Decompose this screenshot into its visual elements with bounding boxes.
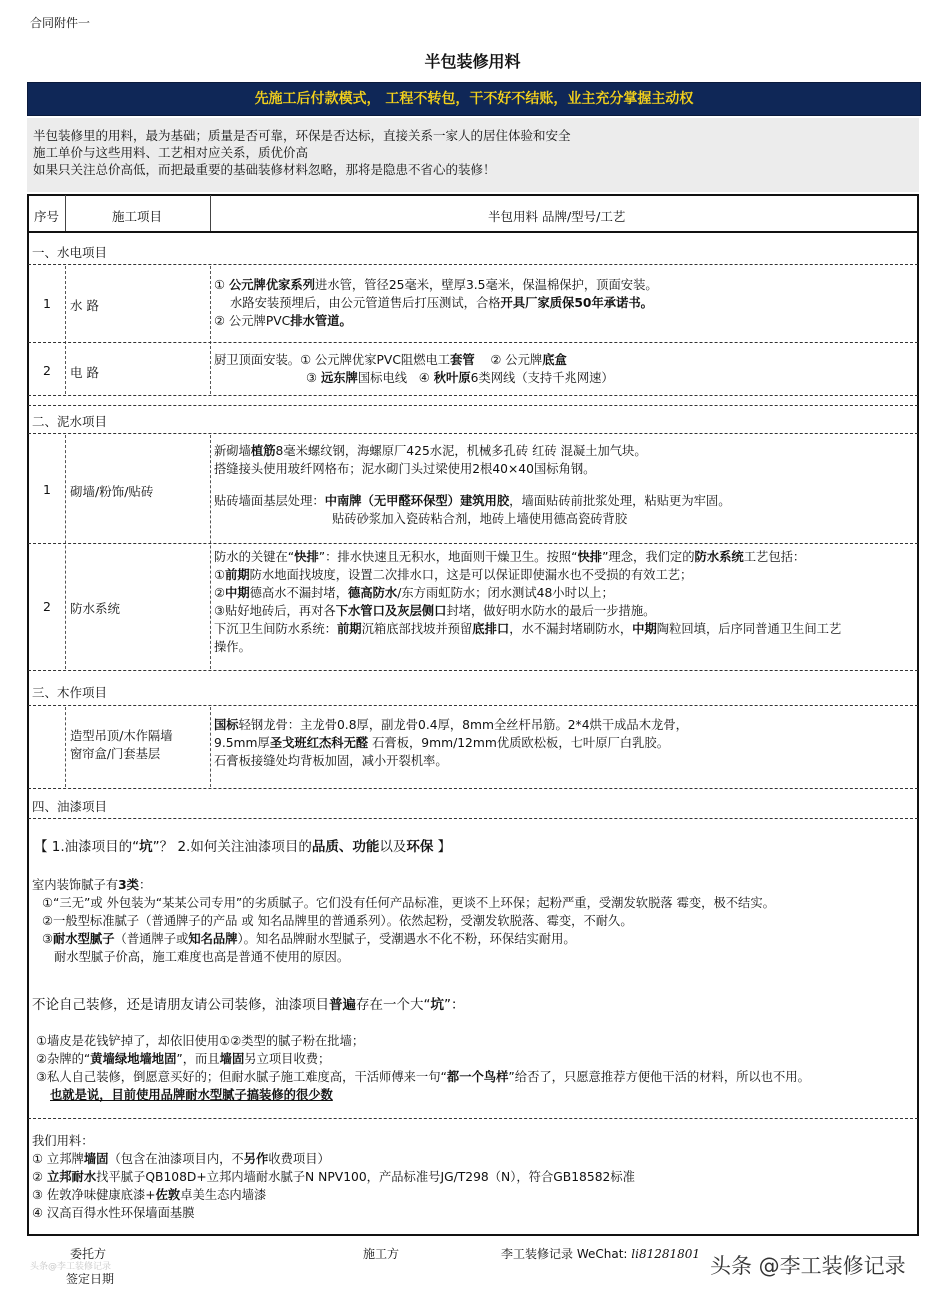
slogan-banner: 先施工后付款模式， 工程不转包，干不好不结账，业主充分掌握主动权 [27, 82, 921, 116]
electric-materials: 厨卫顶面安装。① 公元牌优家PVC阻燃电工套管 ② 公元牌底盒 ③ 远东牌国标电线 ④ 秋叶原6类网线（支持千兆网速） [214, 353, 614, 385]
col-divider [210, 266, 211, 394]
section-title-painting: 四、油漆项目 [32, 799, 108, 814]
putty-types: 室内装饰腻子有3类： ①“三无”或 外包装为“某某公司专用”的劣质腻子。它们没有任何产品标准，更谈不上环保；起粉严重，受潮发软脱落 霉变，极不结实。 ②一般型标准腻子（普通牌子的产品 或 知名品牌里的普通系列）。依然起粉，受潮发软脱落、霉变，不耐久。 ③耐水型腻子（普通牌子或知名品牌）。知名品牌耐水型腻子，受潮遇水不化不粉，环保结实耐用。 耐水型腻子价高，施工难度也高是普通不使用的原因。 [32, 878, 775, 964]
col-divider [65, 266, 66, 394]
intro-line: 施工单价与这些用料、工艺相对应关系，质优价高 [33, 145, 309, 160]
row-divider [28, 395, 918, 396]
paint-pit-list: ①墙皮是花钱铲掉了，却依旧使用①②类型的腻子粉在批墙； ②杂牌的“黄墙绿地墙地固”，而且墙固另立项目收费； ③私人自己装修，倒愿意买好的；但耐水腻子施工难度高，干活师傅来一句“都一个鸟样”给否了，只愿意推荐方便他干活的材料，所以也不用。 也就是说，目前使用品牌耐水型腻子搞装修的很少数 [36, 1034, 810, 1102]
header-materials: 半包用料 品牌/型号/工艺 [488, 209, 626, 224]
row-divider [28, 705, 918, 706]
row-divider [28, 788, 918, 789]
watermark-small: 头条@李工装修记录 [30, 1262, 112, 1272]
row-item-masonry: 砌墙/粉饰/贴砖 [70, 484, 154, 499]
row-divider [28, 670, 918, 671]
client-signature-label: 委托方 [70, 1247, 107, 1261]
header-item: 施工项目 [112, 209, 163, 224]
waterproof-materials: 防水的关键在“快排”：排水快速且无积水，地面则干燥卫生。按照“快排”理念，我们定的防水系统工艺包括： ①前期防水地面找坡度，设置二次排水口，这是可以保证即使漏水也不受损的有效工艺； ②中期德高水不漏封堵，德高防水/东方雨虹防水；闭水测试48小时以上； ③贴好地砖后，再对各下水管口及灰层侧口封堵，做好明水防水的最后一步措施。 下沉卫生间防水系统：前期沉箱底部找坡并预留底排口，水不漏封堵刷防水，中期陶粒回填，后序同普通卫生间工艺 操作。 [214, 550, 842, 654]
row-number: 2 [43, 599, 51, 614]
section-title-masonry: 二、泥水项目 [32, 414, 108, 429]
masonry-materials: 新砌墙植筋8毫米螺纹钢，海螺原厂425水泥，机械多孔砖 红砖 混凝土加气块。 搭缝接头使用玻纤网格布；泥水砌门头过梁使用2根40×40国标角钢。 贴砖墙面基层处理：中南牌（无甲醛环保型）建筑用胶，墙面贴砖前批浆处理，粘贴更为牢固。 贴砖砂浆加入瓷砖粘合剂，地砖上墙使用德高瓷砖背胶 [214, 444, 731, 526]
col-divider [210, 435, 211, 669]
our-materials: 我们用料： ① 立邦牌墙固（包含在油漆项目内，不另作收费项目） ② 立邦耐水找平腻子QB108D+立邦内墙耐水腻子N NPV100，产品标准号JG/T298（N），符合GB18582标准 ③ 佐敦净味健康底漆+佐敦卓美生态内墙漆 ④ 汉高百得水性环保墙面基膜 [32, 1134, 635, 1220]
row-divider [28, 818, 918, 819]
row-divider [28, 433, 918, 434]
header-divider [27, 231, 919, 233]
col-divider [210, 707, 211, 787]
row-item-carpentry: 造型吊顶/木作隔墙 窗帘盒/门套基层 [70, 729, 173, 761]
paint-questions: 【 1.油漆项目的“坑”？ 2.如何关注油漆项目的品质、功能以及环保 】 [34, 839, 452, 855]
row-divider [28, 1118, 918, 1119]
row-divider [28, 342, 918, 343]
row-number: 2 [43, 363, 51, 378]
col-divider [65, 707, 66, 787]
contractor-signature-label: 施工方 [363, 1247, 400, 1261]
row-divider [28, 405, 918, 406]
row-number: 1 [43, 482, 51, 497]
section-title-carpentry: 三、木作项目 [32, 685, 108, 700]
intro-line: 如果只关注总价高低，而把最重要的基础装修材料忽略，那将是隐患不省心的装修！ [33, 162, 496, 177]
row-item-water: 水 路 [70, 298, 99, 313]
attachment-label: 合同附件一 [30, 16, 91, 30]
intro-line: 半包装修里的用料，最为基础；质量是否可靠，环保是否达标，直接关系一家人的居住体验和安全 [33, 128, 571, 143]
col-divider [65, 195, 66, 231]
row-divider [28, 543, 918, 544]
paint-pit-statement: 不论自己装修，还是请朋友请公司装修，油漆项目普遍存在一个大“坑”： [32, 997, 465, 1013]
row-divider [28, 264, 918, 265]
intro-box [27, 118, 919, 192]
water-materials: ① 公元牌优家系列进水管，管径25毫米，壁厚3.5毫米，保温棉保护，顶面安装。 水路安装预埋后，由公元管道售后打压测试，合格开具厂家质保50年承诺书。 ② 公元牌PVC排水管道。 [214, 278, 658, 328]
section-title-plumbing-electrical: 一、水电项目 [32, 245, 108, 260]
sign-date-label: 签定日期 [66, 1272, 115, 1286]
watermark: 头条 @李工装修记录 [710, 1254, 906, 1278]
wechat-contact: 李工装修记录 WeChat: li81281801 [501, 1247, 701, 1261]
header-index: 序号 [34, 209, 60, 224]
page-title: 半包装修用料 [424, 52, 521, 71]
row-number: 1 [43, 296, 51, 311]
row-item-electric: 电 路 [70, 365, 99, 380]
row-item-waterproof: 防水系统 [70, 601, 121, 616]
carpentry-materials: 国标轻钢龙骨：主龙骨0.8厚，副龙骨0.4厚，8mm全丝杆吊筋。2*4烘干成品木龙骨， 9.5mm厚圣戈班红杰科无醛 石膏板，9mm/12mm优质欧松板，七叶原厂白乳胶。 石膏板接缝处均背板加固，减小开裂机率。 [214, 718, 688, 768]
col-divider [210, 195, 211, 231]
col-divider [65, 435, 66, 669]
